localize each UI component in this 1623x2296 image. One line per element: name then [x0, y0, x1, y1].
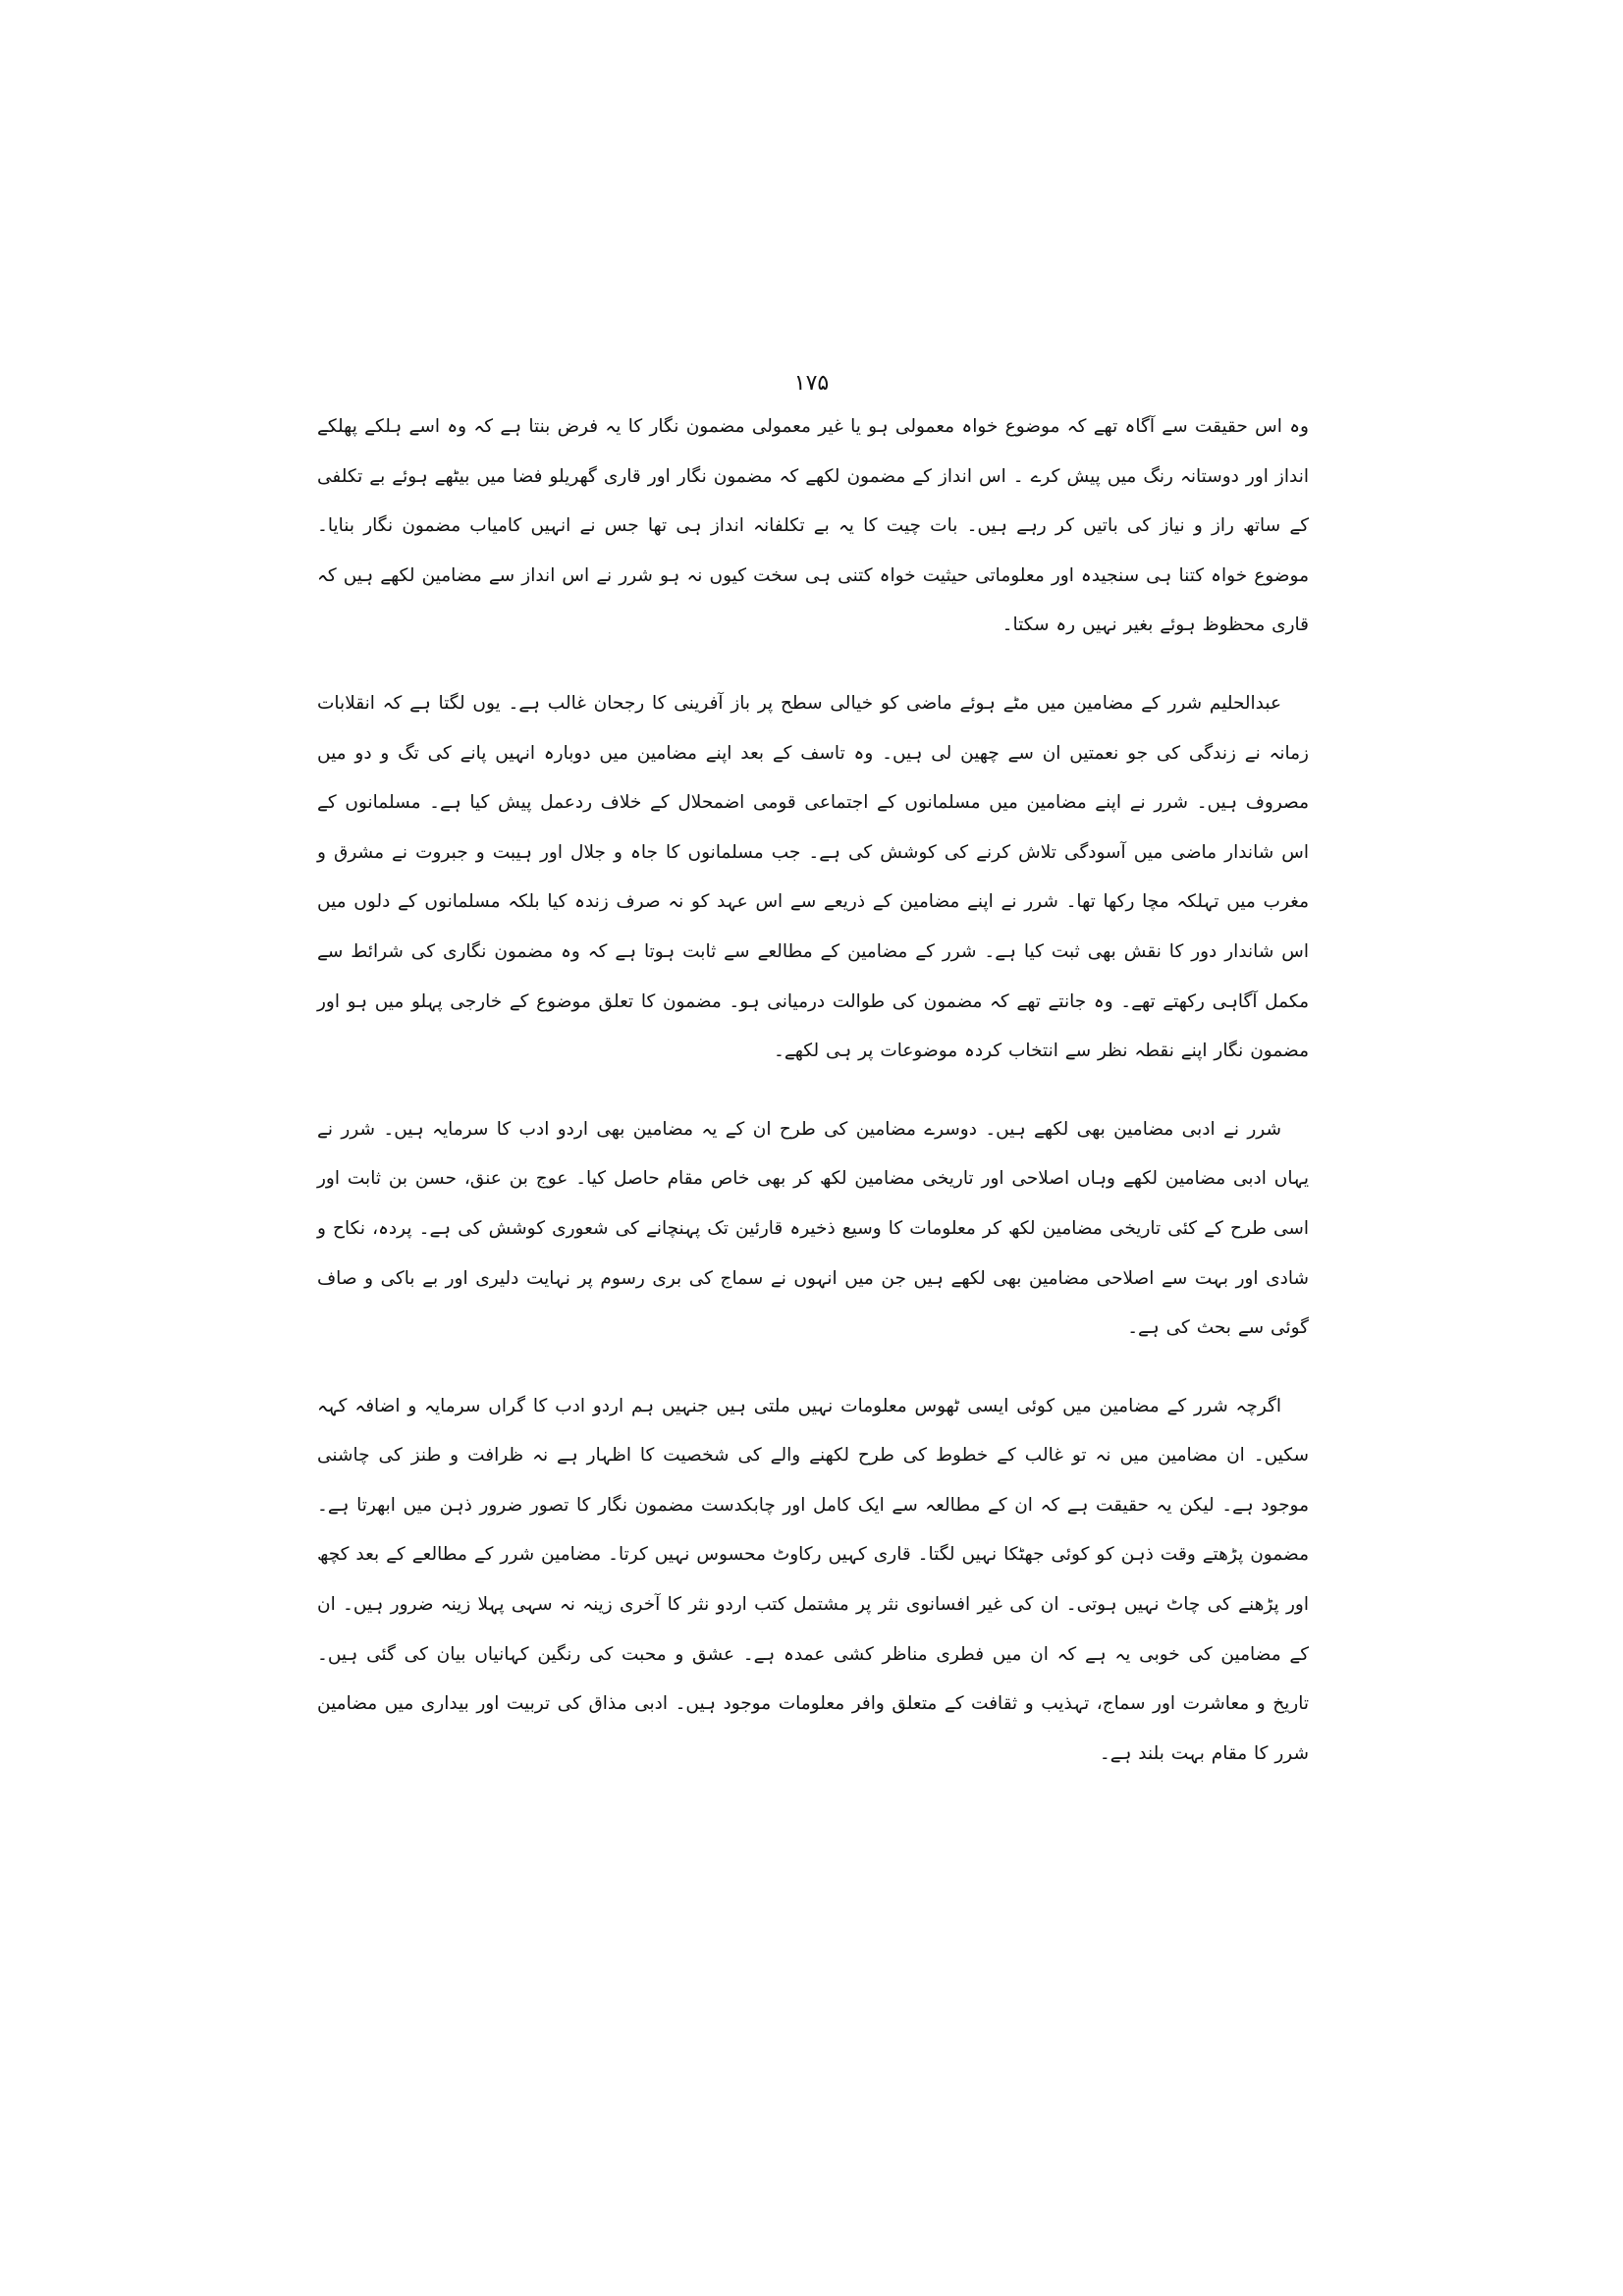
paragraph-2: عبدالحلیم شرر کے مضامین میں مٹے ہوئے ماضی کو خیالی سطح پر باز آفرینی کا رجحان غالب ہے۔ یوں لگتا ہے کہ انقلابات زمانہ نے زندگی کی جو نعمتیں ان سے چھین لی ہیں۔ وہ تاسف کے بعد اپنے مضامین میں دوبارہ انہیں پانے کی تگ و دو میں مصروف ہیں۔ شرر نے اپنے مضامین میں مسلمانوں کے اجتماعی قومی اضمحلال کے خلاف ردعمل پیش کیا ہے۔ مسلمانوں کے اس شاندار ماضی میں آسودگی تلاش کرنے کی کوشش کی ہے۔ جب مسلمانوں کا جاہ و جلال اور ہیبت و جبروت نے مشرق و مغرب میں تہلکہ مچا رکھا تھا۔ شرر نے اپنے مضامین کے ذریعے سے اس عہد کو نہ صرف زندہ کیا بلکہ مسلمانوں کے دلوں میں اس شاندار دور کا نقش بھی ثبت کیا ہے۔ شرر کے مضامین کے مطالعے سے ثابت ہوتا ہے کہ وہ مضمون نگاری کی شرائط سے مکمل آگاہی رکھتے تھے۔ وہ جانتے تھے کہ مضمون کی طوالت درمیانی ہو۔ مضمون کا تعلق موضوع کے خارجی پہلو میں ہو اور مضمون نگار اپنے نقطہ نظر سے انتخاب کردہ موضوعات پر ہی لکھے۔ [317, 692, 1309, 1062]
page-number: ۱۷۵ [793, 371, 830, 396]
paragraph-4: اگرچہ شرر کے مضامین میں کوئی ایسی ٹھوس معلومات نہیں ملتی ہیں جنہیں ہم اردو ادب کا گراں سرمایہ و اضافہ کہہ سکیں۔ ان مضامین میں نہ تو غالب کے خطوط کی طرح لکھنے والے کی شخصیت کا اظہار ہے نہ ظرافت و طنز کی چاشنی موجود ہے۔ لیکن یہ حقیقت ہے کہ ان کے مطالعہ سے ایک کامل اور چابکدست مضمون نگار کا تصور ضرور ذہن میں ابھرتا ہے۔ مضمون پڑھتے وقت ذہن کو کوئی جھٹکا نہیں لگتا۔ قاری کہیں رکاوٹ محسوس نہیں کرتا۔ مضامین شرر کے مطالعے کے بعد کچھ اور پڑھنے کی چاٹ نہیں ہوتی۔ ان کی غیر افسانوی نثر پر مشتمل کتب اردو نثر کا آخری زینہ نہ سہی پہلا زینہ ضرور ہیں۔ ان کے مضامین کی خوبی یہ ہے کہ ان میں فطری مناظر کشی عمدہ ہے۔ عشق و محبت کی رنگین کہانیاں بیان کی گئی ہیں۔ تاریخ و معاشرت اور سماج، تہذیب و ثقافت کے متعلق وافر معلومات موجود ہیں۔ ادبی مذاق کی تربیت اور بیداری میں مضامین شرر کا مقام بہت بلند ہے۔ [317, 1395, 1309, 1764]
paragraph-1: وہ اس حقیقت سے آگاہ تھے کہ موضوع خواہ معمولی ہو یا غیر معمولی مضمون نگار کا یہ فرض بنتا ہے کہ وہ اسے ہلکے پھلکے انداز اور دوستانہ رنگ میں پیش کرے ۔ اس انداز کے مضمون لکھے کہ مضمون نگار اور قاری گھریلو فضا میں بیٹھے ہوئے بے تکلفی کے ساتھ راز و نیاز کی باتیں کر رہے ہیں۔ بات چیت کا یہ بے تکلفانہ انداز ہی تھا جس نے انہیں کامیاب مضمون نگار بنایا۔ موضوع خواہ کتنا ہی سنجیدہ اور معلوماتی حیثیت خواہ کتنی ہی سخت کیوں نہ ہو شرر نے اس انداز سے مضامین لکھے ہیں کہ قاری محظوظ ہوئے بغیر نہیں رہ سکتا۔ [317, 416, 1309, 636]
paragraph-3: شرر نے ادبی مضامین بھی لکھے ہیں۔ دوسرے مضامین کی طرح ان کے یہ مضامین بھی اردو ادب کا سرمایہ ہیں۔ شرر نے یہاں ادبی مضامین لکھے وہاں اصلاحی اور تاریخی مضامین لکھ کر بھی خاص مقام حاصل کیا۔ عوج بن عنق، حسن بن ثابت اور اسی طرح کے کئی تاریخی مضامین لکھ کر معلومات کا وسیع ذخیرہ قارئین تک پہنچانے کی شعوری کوشش کی ہے۔ پردہ، نکاح و شادی اور بہت سے اصلاحی مضامین بھی لکھے ہیں جن میں انہوں نے سماج کی بری رسوم پر نہایت دلیری اور بے باکی و صاف گوئی سے بحث کی ہے۔ [317, 1118, 1309, 1339]
body-text [317, 402, 1309, 1807]
